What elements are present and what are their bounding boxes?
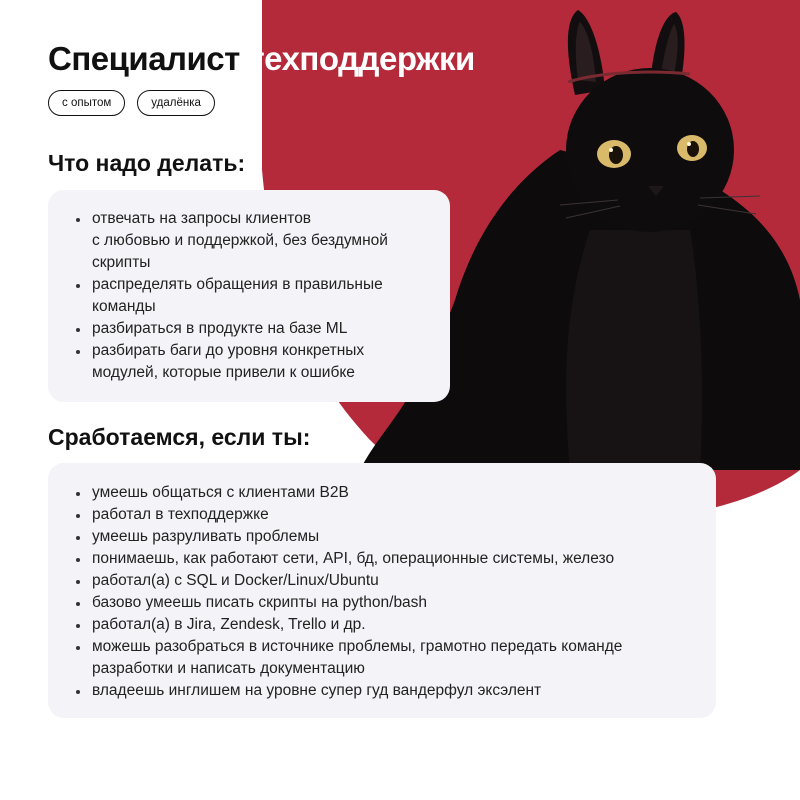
item-line: понимаешь, как работают сети, API, бд, операционные системы, железо: [92, 550, 615, 567]
bullet-icon: [76, 284, 80, 288]
list-item: [74, 592, 700, 614]
list-item: [74, 274, 434, 318]
list-item: [74, 504, 700, 526]
item-line: отвечать на запросы клиентов: [92, 210, 312, 227]
item-line: работал(а) в Jira, Zendesk, Trello и др.: [92, 616, 366, 633]
tags-row: [48, 90, 215, 116]
item-line: разбираться в продукте на базе ML: [92, 320, 348, 337]
item-line: владеешь инглишем на уровне супер гуд вандерфул эксэлент: [92, 682, 542, 699]
duties-heading: Что надо делать:: [48, 150, 246, 176]
bullet-icon: [76, 218, 80, 222]
item-line: скрипты: [92, 254, 151, 271]
bullet-icon: [76, 350, 80, 354]
tag-remote: удалёнка: [137, 90, 215, 116]
item-line: работал(а) с SQL и Docker/Linux/Ubuntu: [92, 572, 379, 589]
bullet-icon: [76, 514, 80, 518]
item-line: распределять обращения в правильные: [92, 276, 383, 293]
tag-experience: с опытом: [48, 90, 125, 116]
item-line: базово умеешь писать скрипты на python/bash: [92, 594, 428, 611]
item-line: разработки и написать документацию: [92, 660, 365, 677]
bullet-icon: [76, 492, 80, 496]
bullet-icon: [76, 624, 80, 628]
bullet-icon: [76, 602, 80, 606]
bullet-icon: [76, 328, 80, 332]
bullet-icon: [76, 558, 80, 562]
list-item: [74, 614, 700, 636]
bullet-icon: [76, 536, 80, 540]
bullet-icon: [76, 580, 80, 584]
list-item: [74, 208, 434, 274]
list-item: [74, 636, 700, 680]
duties-card: [48, 190, 450, 402]
item-line: умеешь разруливать проблемы: [92, 528, 320, 545]
duties-list: [74, 208, 434, 384]
list-item: [74, 526, 700, 548]
title-part-2: техподдержки: [248, 40, 475, 77]
list-item: [74, 680, 700, 702]
list-item: [74, 482, 700, 504]
bullet-icon: [76, 690, 80, 694]
title-part-1: Специалист: [48, 40, 240, 77]
list-item: [74, 340, 434, 384]
item-line: с любовью и поддержкой, без бездумной: [92, 232, 388, 249]
item-line: команды: [92, 298, 156, 315]
requirements-heading: Сработаемся, если ты:: [48, 424, 311, 450]
requirements-list: [74, 482, 700, 702]
item-line: разбирать баги до уровня конкретных: [92, 342, 365, 359]
bullet-icon: [76, 646, 80, 650]
item-line: можешь разобраться в источнике проблемы, грамотно передать команде: [92, 638, 623, 655]
item-line: модулей, которые привели к ошибке: [92, 364, 355, 381]
item-line: умеешь общаться с клиентами B2B: [92, 484, 349, 501]
list-item: [74, 570, 700, 592]
page-title: [48, 40, 475, 78]
requirements-card: [48, 463, 716, 718]
item-line: работал в техподдержке: [92, 506, 269, 523]
list-item: [74, 548, 700, 570]
list-item: [74, 318, 434, 340]
